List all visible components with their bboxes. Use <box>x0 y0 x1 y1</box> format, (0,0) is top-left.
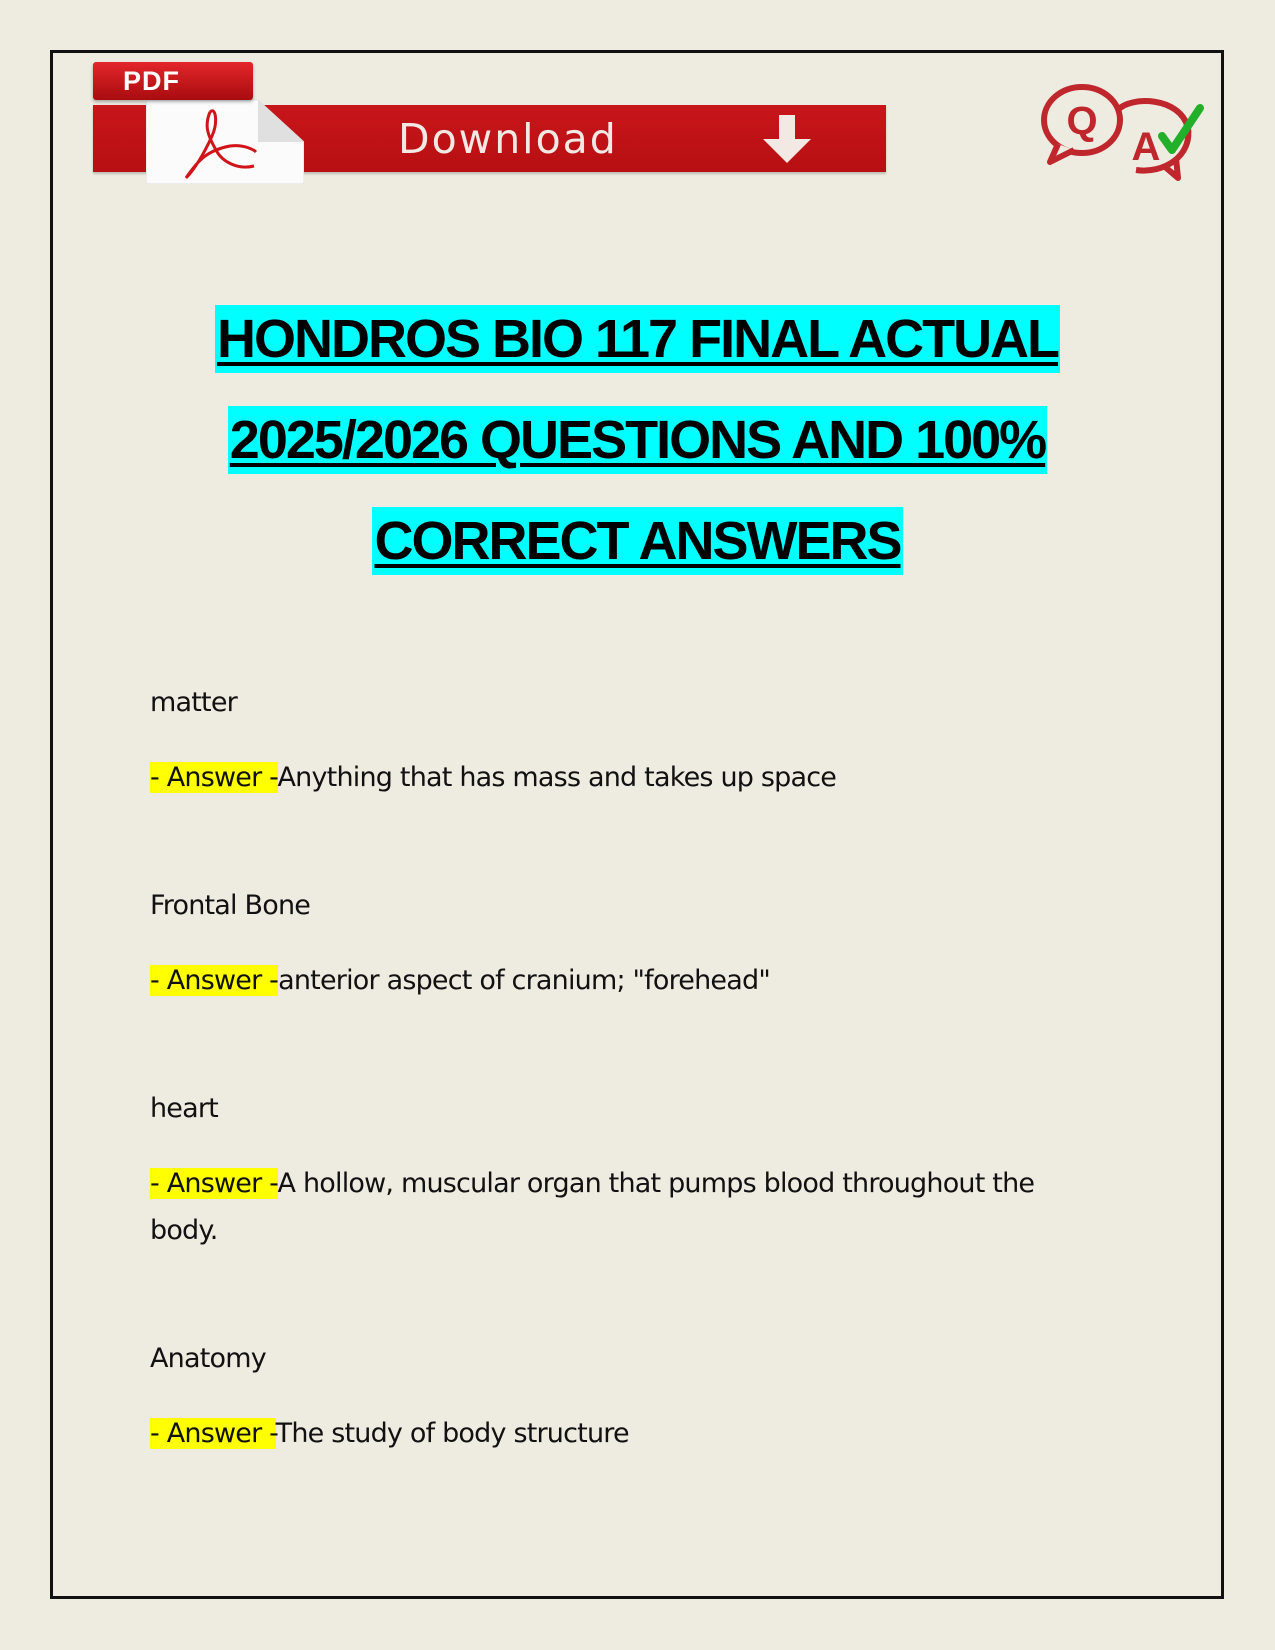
download-arrow-icon <box>761 115 813 165</box>
answer <box>150 1160 1100 1254</box>
question: Anatomy <box>150 1343 266 1374</box>
answer-prefix: - Answer - <box>150 1418 276 1449</box>
question: heart <box>150 1093 218 1124</box>
answer-text: anterior aspect of cranium; "forehead" <box>278 965 770 996</box>
document-title <box>0 305 1275 608</box>
answer-text: A hollow, muscular organ that pumps blood throughout the body. <box>150 1168 1035 1246</box>
qa-logo-icon <box>1040 78 1210 183</box>
answer-text: Anything that has mass and takes up space <box>277 762 837 793</box>
download-label: Download <box>398 115 618 163</box>
pdf-tab-label: PDF <box>93 62 253 100</box>
svg-text:A: A <box>1131 125 1161 169</box>
answer-prefix: - Answer - <box>150 965 279 996</box>
answer-text: The study of body structure <box>275 1418 629 1449</box>
pdf-download-banner[interactable] <box>93 62 886 184</box>
question: Frontal Bone <box>150 890 311 921</box>
title-line-1: HONDROS BIO 117 FINAL ACTUAL <box>215 305 1060 373</box>
answer-prefix: - Answer - <box>150 762 278 793</box>
title-line-2: 2025/2026 QUESTIONS AND 100% <box>228 406 1047 474</box>
answer <box>150 1410 1100 1457</box>
question: matter <box>150 687 237 718</box>
answer <box>150 754 1100 801</box>
answer-prefix: - Answer - <box>150 1168 278 1199</box>
title-line-3: CORRECT ANSWERS <box>372 507 902 575</box>
answer <box>150 957 1100 1004</box>
svg-text:Q: Q <box>1066 99 1098 143</box>
